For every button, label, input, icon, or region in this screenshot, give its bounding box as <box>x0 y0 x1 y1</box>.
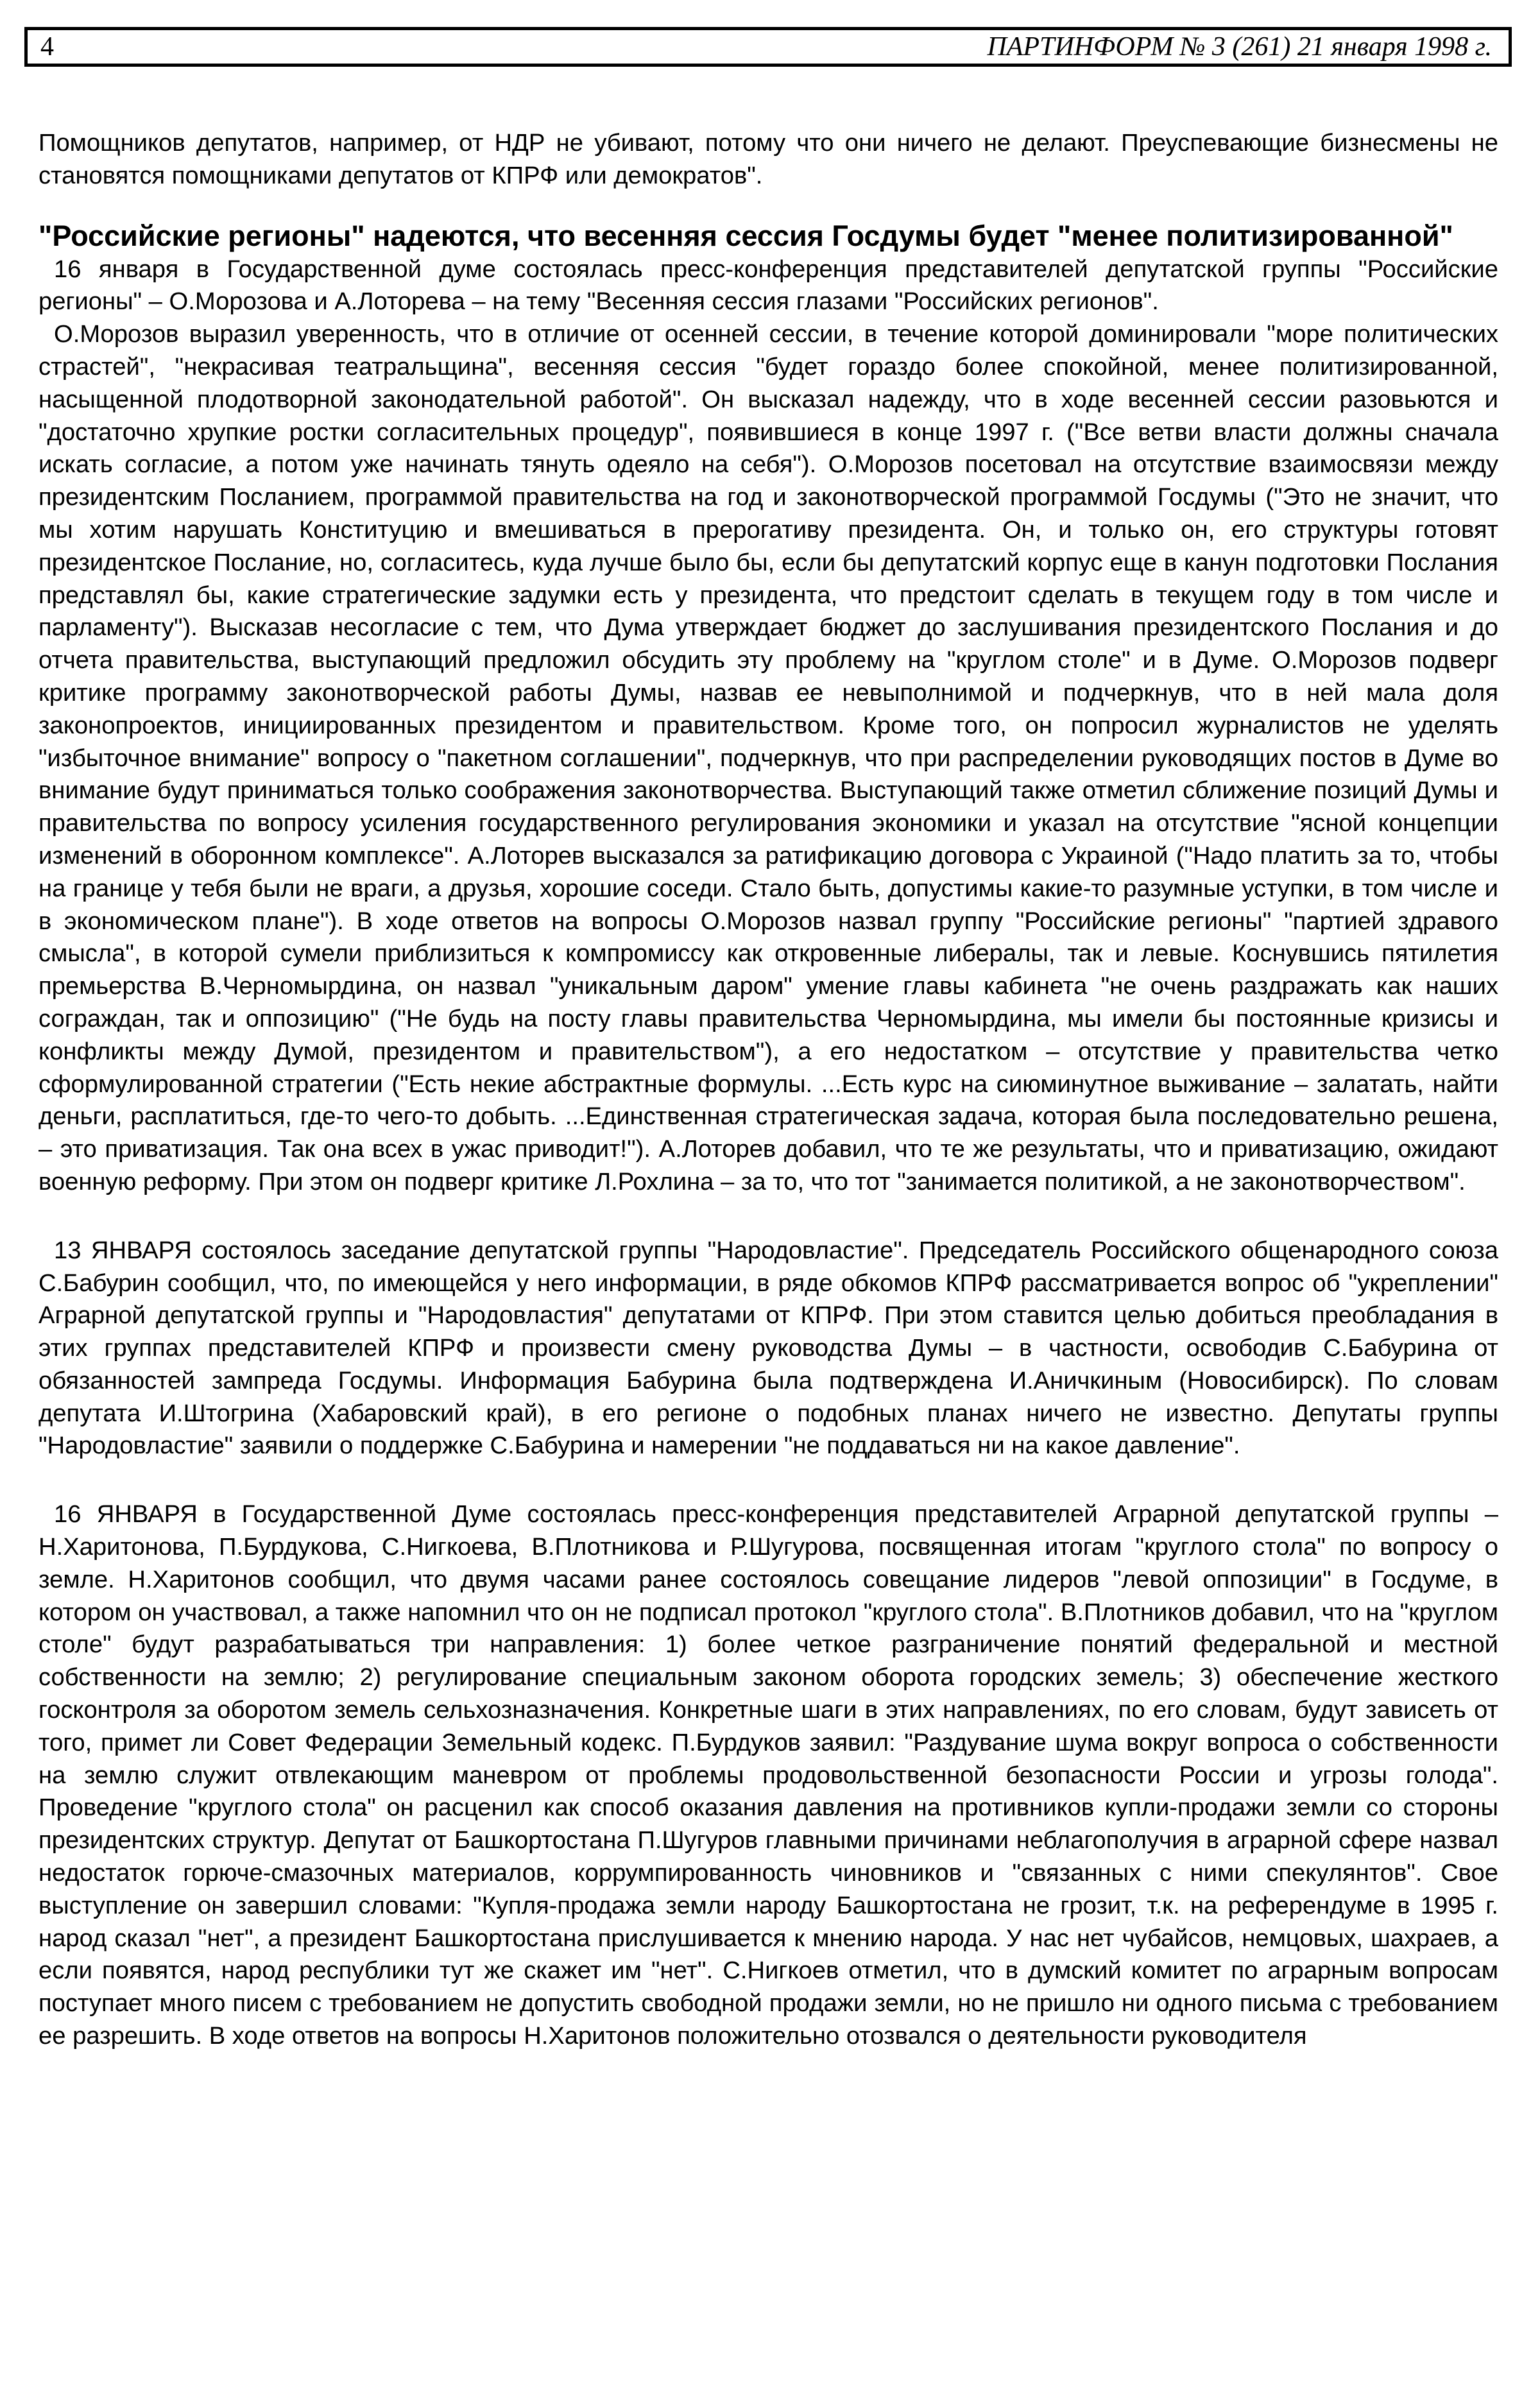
article-body <box>38 127 1498 2053</box>
spacer <box>38 1199 1498 1235</box>
spacer <box>38 193 1498 218</box>
paragraph-morozov: О.Морозов выразил уверенность, что в отличие от осенней сессии, в течение которой доминировали "море политических страстей", "некрасивая театральщина", весенняя сессия "будет гораздо более спокойной, менее политизированной, насыщенной плодотворной законодательной работой". Он высказал надежду, что в ходе весенней сессии разовьются и "достаточно хрупкие ростки согласительных процедур", появившиеся в конце 1997 г. ("Все ветви власти должны сначала искать согласие, а потом уже начинать тянуть одеяло на себя"). О.Морозов посетовал на отсутствие взаимосвязи между президентским Посланием, программой правительства на год и законотворческой программой Госдумы ("Это не значит, что мы хотим нарушать Конституцию и вмешиваться в прерогативу президента. Он, и только он, его структуры готовят президентское Послание, но, согласитесь, куда лучше было бы, если бы депутатский корпус еще в канун подготовки Послания представлял бы, какие стратегические задумки есть у президента, что предстоит сделать в текущем году в том числе и парламенту"). Высказав несогласие с тем, что Дума утверждает бюджет до заслушивания президентского Послания и до отчета правительства, выступающий предложил обсудить эту проблему на "круглом столе" и в Думе. О.Морозов подверг критике программу законотворческой работы Думы, назвав ее невыполнимой и подчеркнув, что в ней мала доля законопроектов, инициированных президентом и правительством. Кроме того, он попросил журналистов не уделять "избыточное внимание" вопросу о "пакетном соглашении", подчеркнув, что при распределении руководящих постов в Думе во внимание будут приниматься только соображения законотворчества. Выступающий также отметил сближение позиций Думы и правительства по вопросу усиления государственного регулирования экономики и указал на отсутствие "ясной концепции изменений в оборонном комплексе". А.Лоторев высказался за ратификацию договора с Украиной ("Надо платить за то, чтобы на границе у тебя были не враги, а друзья, хорошие соседи. Стало быть, допустимы какие-то разумные уступки, в том числе и в экономическом плане"). В ходе ответов на вопросы О.Морозов назвал группу "Российские регионы" "партией здравого смысла", в которой сумели приблизиться к компромиссу как откровенные либералы, так и левые. Коснувшись пятилетия премьерства В.Черномырдина, он назвал "уникальным даром" умение главы кабинета "не очень раздражать как наших сограждан, так и оппозицию" ("Не будь на посту главы правительства Черномырдина, мы имели бы постоянные кризисы и конфликты между Думой, президентом и правительством"), а его недостатком – отсутствие у правительства четко сформулированной стратегии ("Есть некие абстрактные формулы. ...Есть курс на сиюминутное выживание – залатать, найти деньги, расплатиться, где-то чего-то добыть. ...Единственная стратегическая задача, которая была последовательно решена, – это приватизация. Так она всех в ужас приводит!"). А.Лоторев добавил, что те же результаты, что и приватизацию, ожидают военную реформу. При этом он подверг критике Л.Рохлина – за то, что тот "занимается политикой, а не законотворчеством". <box>38 320 1498 1195</box>
article-headline: "Российские регионы" надеются, что весенняя сессия Госдумы будет "менее политизированной" <box>38 219 1453 252</box>
spacer <box>38 1462 1498 1498</box>
page-header <box>24 27 1512 67</box>
publication-title: ПАРТИНФОРМ № 3 (261) 21 января 1998 г. <box>987 32 1492 62</box>
intro-paragraph: Помощников депутатов, например, от НДР не убивают, потому что они ничего не делают. Преуспевающие бизнесмены не становятся помощниками депутатов от КПРФ или демократов". <box>38 129 1498 189</box>
paragraph-narodovlastie: 13 ЯНВАРЯ состоялось заседание депутатской группы "Народовластие". Председатель Российского общенародного союза С.Бабурин сообщил, что, по имеющейся у него информации, в ряде обкомов КПРФ рассматривается вопрос об "укреплении" Аграрной депутатской группы и "Народовластия" депутатами от КПРФ. При этом ставится целью добиться преобладания в этих группах представителей КПРФ и произвести смену руководства Думы – в частности, освободив С.Бабурина от обязанностей зампреда Госдумы. Информация Бабурина была подтверждена И.Аничкиным (Новосибирск). По словам депутата И.Штогрина (Хабаровский край), в его регионе о подобных планах ничего не известно. Депутаты группы "Народовластие" заявили о поддержке С.Бабурина и намерении "не поддаваться ни на какое давление". <box>38 1236 1498 1460</box>
paragraph-press-conference: 16 января в Государственной думе состоялась пресс-конференция представителей депутатской группы "Российские регионы" – О.Морозова и А.Лоторева – на тему "Весенняя сессия глазами "Российских регионов". <box>38 255 1498 316</box>
paragraph-agrarian-group: 16 ЯНВАРЯ в Государственной Думе состоялась пресс-конференция представителей Аграрной депутатской группы – Н.Харитонова, П.Бурдукова, С.Нигкоева, В.Плотникова и Р.Шугурова, посвященная итогам "круглого стола" по вопросу о земле. Н.Харитонов сообщил, что двумя часами ранее состоялось совещание лидеров "левой оппозиции" в Госдуме, в котором он участвовал, а также напомнил что он не подписал протокол "круглого стола". В.Плотников добавил, что на "круглом столе" будут разрабатываться три направления: 1) более четкое разграничение понятий федеральной и местной собственности на землю; 2) регулирование специальным законом оборота городских земель; 3) обеспечение жесткого госконтроля за оборотом земель сельхозназначения. Конкретные шаги в этих направлениях, по его словам, будут зависеть от того, примет ли Совет Федерации Земельный кодекс. П.Бурдуков заявил: "Раздувание шума вокруг вопроса о собственности на землю служит отвлекающим маневром от проблемы продовольственной безопасности России и угрозы голода". Проведение "круглого стола" он расценил как способ оказания давления на противников купли-продажи земли со стороны президентских структур. Депутат от Башкортостана П.Шугуров главными причинами неблагополучия в аграрной сфере назвал недостаток горюче-смазочных материалов, коррумпированность чиновников и "связанных с ними спекулянтов". Свое выступление он завершил словами: "Купля-продажа земли народу Башкортостана не грозит, т.к. на референдуме в 1995 г. народ сказал "нет", а президент Башкортостана прислушивается к мнению народа. У нас нет чубайсов, немцовых, шахраев, а если появятся, народ республики тут же скажет им "нет". С.Нигкоев отметил, что в думский комитет по аграрным вопросам поступает много писем с требованием не допустить свободной продажи земли, но не пришло ни одного письма с требованием ее разрешить. В ходе ответов на вопросы Н.Харитонов положительно отозвался о деятельности руководителя <box>38 1500 1498 2050</box>
page-number: 4 <box>40 32 54 62</box>
